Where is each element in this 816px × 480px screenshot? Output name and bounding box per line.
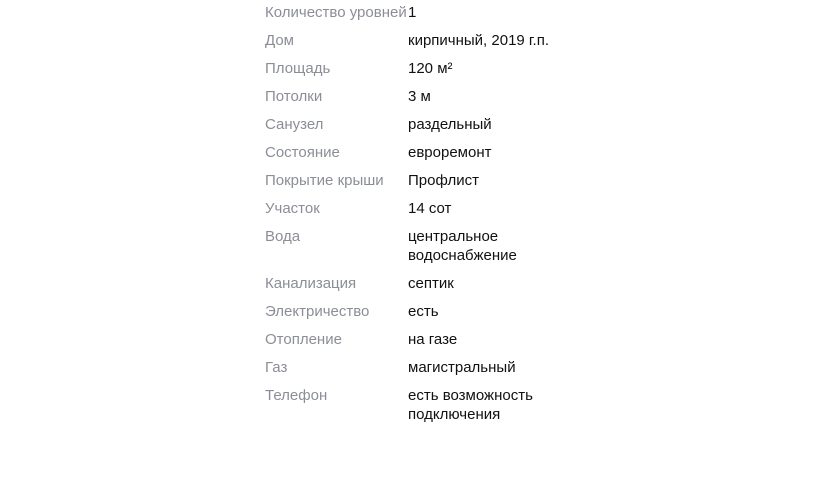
property-value: евроремонт [408, 144, 492, 161]
property-row-condition [265, 143, 565, 162]
property-value: септик [408, 275, 454, 292]
property-label: Состояние [265, 144, 340, 161]
property-value: центральное водоснабжение [408, 228, 517, 264]
property-row-phone [265, 386, 565, 424]
property-details-list [265, 3, 565, 433]
property-row-gas [265, 358, 565, 377]
property-label: Канализация [265, 275, 357, 292]
property-row-electricity [265, 302, 565, 321]
property-label: Количество уровней [265, 4, 407, 21]
property-label: Отопление [265, 331, 342, 348]
property-row-house [265, 31, 565, 50]
property-value: 1 [408, 4, 417, 21]
property-label: Покрытие крыши [265, 172, 384, 189]
property-value: Профлист [408, 172, 479, 189]
property-value: 120 м² [408, 60, 453, 77]
property-value: 3 м [408, 88, 431, 105]
property-label: Потолки [265, 88, 323, 105]
property-row-levels [265, 3, 565, 22]
property-row-plot [265, 199, 565, 218]
property-row-sewerage [265, 274, 565, 293]
property-row-roofing [265, 171, 565, 190]
property-label: Газ [265, 359, 288, 376]
property-value: есть [408, 303, 439, 320]
property-value: есть возможность подключения [408, 387, 533, 423]
property-value: на газе [408, 331, 458, 348]
property-label: Площадь [265, 60, 331, 77]
property-value: кирпичный, 2019 г.п. [408, 32, 550, 49]
property-label: Телефон [265, 387, 328, 404]
property-value: магистральный [408, 359, 516, 376]
property-label: Электричество [265, 303, 370, 320]
property-label: Санузел [265, 116, 324, 133]
property-row-bathroom [265, 115, 565, 134]
property-row-area [265, 59, 565, 78]
property-label: Дом [265, 32, 294, 49]
property-row-ceilings [265, 87, 565, 106]
property-value: 14 сот [408, 200, 452, 217]
property-label: Участок [265, 200, 320, 217]
property-label: Вода [265, 228, 301, 245]
property-row-heating [265, 330, 565, 349]
property-row-water [265, 227, 565, 265]
property-value: раздельный [408, 116, 492, 133]
